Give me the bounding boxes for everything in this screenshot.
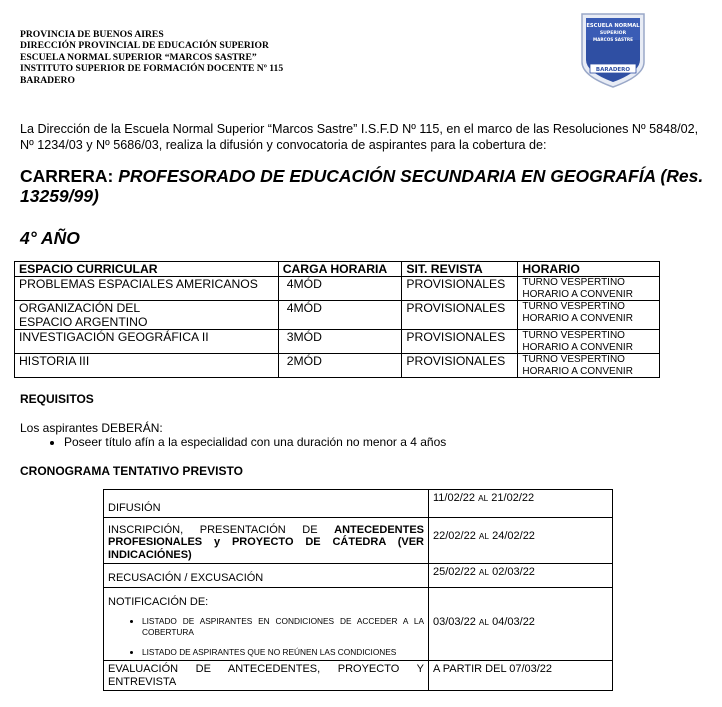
schedule-table <box>103 489 613 691</box>
letterhead-line: BARADERO <box>20 74 75 86</box>
crest-text: SUPERIOR <box>599 31 627 36</box>
date-cell: 25/02/22 AL 02/03/22 <box>429 564 613 588</box>
list-item: • LISTADO DE ASPIRANTES EN CONDICIONES DE ACCEDER A LA COBERTURA <box>142 616 424 638</box>
letterhead <box>20 29 283 86</box>
stage-cell: DIFUSIÓN <box>104 490 429 518</box>
table-row <box>104 661 613 691</box>
list-item: • Poseer título afín a la especialidad con una duración no menor a 4 años <box>64 435 446 449</box>
revista-cell: PROVISIONALES <box>402 354 518 378</box>
career-title <box>20 166 710 206</box>
year-heading: 4° AÑO <box>20 228 80 248</box>
letterhead-line: INSTITUTO SUPERIOR DE FORMACIÓN DOCENTE Nº 115 <box>20 63 284 75</box>
stage-cell: INSCRIPCIÓN, PRESENTACIÓN DE ANTECEDENTES PROFESIONALES y PROYECTO DE CÁTEDRA (VER INDICACIÓNES) <box>104 517 429 564</box>
letterhead-line: ESCUELA NORMAL SUPERIOR “MARCOS SASTRE” <box>20 51 257 63</box>
table-row <box>15 354 660 378</box>
stage-cell: EVALUACIÓN DE ANTECEDENTES, PROYECTO Y ENTREVISTA <box>104 661 429 691</box>
table-row <box>15 330 660 354</box>
crest-text: BARADERO <box>595 67 631 73</box>
curricular-table <box>14 261 660 378</box>
table-row <box>104 517 613 564</box>
career-name: PROFESORADO DE EDUCACIÓN SECUNDARIA EN GEOGRAFÍA (Res. 13259/99) <box>20 166 704 206</box>
horario-cell: TURNO VESPERTINO HORARIO A CONVENIR <box>518 301 660 330</box>
carga-cell: 4MÓD <box>278 277 402 301</box>
table-row <box>15 277 660 301</box>
column-header: CARGA HORARIA <box>278 262 402 277</box>
revista-cell: PROVISIONALES <box>402 277 518 301</box>
schedule-heading: CRONOGRAMA TENTATIVO PREVISTO <box>20 464 243 478</box>
column-header: HORARIO <box>518 262 660 277</box>
espacio-cell: ORGANIZACIÓN DEL ESPACIO ARGENTINO <box>15 301 279 330</box>
letterhead-line: PROVINCIA DE BUENOS AIRES <box>20 29 164 40</box>
espacio-cell: HISTORIA III <box>15 354 279 378</box>
crest-text: ESCUELA NORMAL <box>586 23 640 29</box>
espacio-cell: PROBLEMAS ESPACIALES AMERICANOS <box>15 277 279 301</box>
revista-cell: PROVISIONALES <box>402 330 518 354</box>
intro-paragraph: La Dirección de la Escuela Normal Superior “Marcos Sastre” I.S.F.D Nº 115, en el marco de las Resoluciones Nº 5848/02, Nº 1234/03 y Nº 5686/03, realiza la difusión y convocatoria de aspirantes para la cobertura de: <box>20 122 699 152</box>
date-cell: 22/02/22 AL 24/02/22 <box>429 517 613 564</box>
requirements-heading: REQUISITOS <box>20 392 94 406</box>
column-header: SIT. REVISTA <box>402 262 518 277</box>
notification-list <box>108 616 424 658</box>
column-header: ESPACIO CURRICULAR <box>15 262 279 277</box>
carga-cell: 4MÓD <box>278 301 402 330</box>
list-item: • LISTADO DE ASPIRANTES QUE NO REÚNEN LAS CONDICIONES <box>142 647 424 658</box>
horario-cell: TURNO VESPERTINO HORARIO A CONVENIR <box>518 277 660 301</box>
school-crest-icon <box>578 10 648 90</box>
letterhead-line: DIRECCIÓN PROVINCIAL DE EDUCACIÓN SUPERIOR <box>20 40 269 52</box>
horario-cell: TURNO VESPERTINO HORARIO A CONVENIR <box>518 330 660 354</box>
career-label: CARRERA: <box>20 166 114 186</box>
revista-cell: PROVISIONALES <box>402 301 518 330</box>
requirements-body <box>20 421 446 449</box>
table-header-row <box>15 262 660 277</box>
stage-cell: RECUSACIÓN / EXCUSACIÓN <box>104 564 429 588</box>
date-cell: 11/02/22 AL 21/02/22 <box>429 490 613 518</box>
table-row <box>104 587 613 661</box>
stage-cell: NOTIFICACIÓN DE: • LISTADO DE ASPIRANTES EN CONDICIONES DE ACCEDER A LA COBERTURA • LISTADO DE ASPIRANTES QUE NO REÚNEN LAS CONDICIONES <box>104 587 429 661</box>
table-row <box>104 564 613 588</box>
date-cell: A PARTIR DEL 07/03/22 <box>429 661 613 691</box>
carga-cell: 3MÓD <box>278 330 402 354</box>
espacio-cell: INVESTIGACIÓN GEOGRÁFICA II <box>15 330 279 354</box>
requirements-intro: Los aspirantes DEBERÁN: <box>20 421 163 435</box>
requirements-list <box>20 435 446 449</box>
date-cell: 03/03/22 AL 04/03/22 <box>429 587 613 661</box>
crest-text: MARCOS SASTRE <box>593 37 633 42</box>
horario-cell: TURNO VESPERTINO HORARIO A CONVENIR <box>518 354 660 378</box>
carga-cell: 2MÓD <box>278 354 402 378</box>
table-row <box>104 490 613 518</box>
table-row <box>15 301 660 330</box>
